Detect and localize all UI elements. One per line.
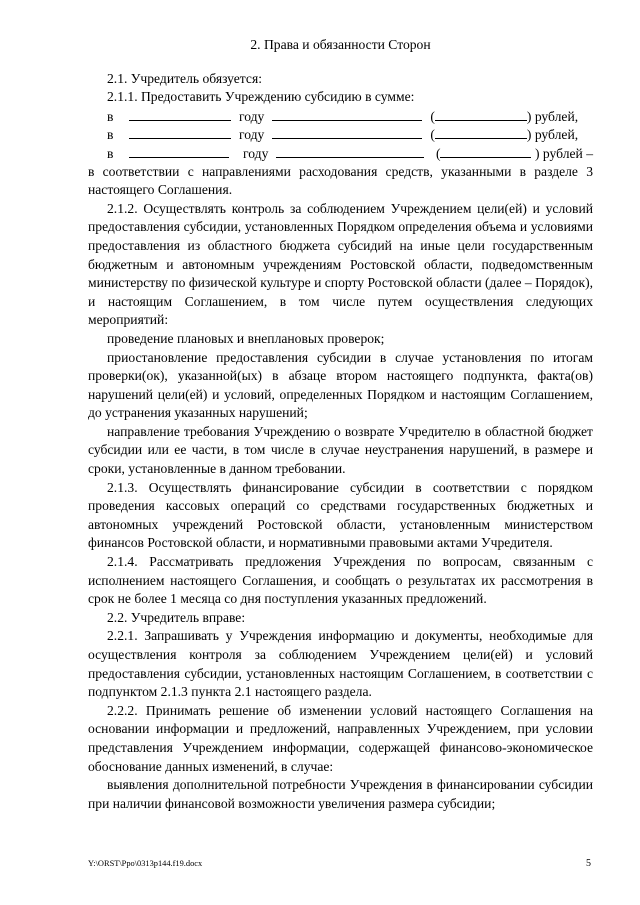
clause-2-1: 2.1. Учредитель обязуется: [107,70,262,86]
clause-2-1-3: 2.1.3. Осуществлять финансирование субсидии в соответствии с порядком проведения кассовых операций со средствами государственных бюджетных и автономных учреждений Ростовской области, установленным министерством финансов Ростовской области, и нормативными правовыми актами Учредителя. [88,479,593,551]
amount-words-blank [435,107,527,121]
prep-v: в [107,145,114,161]
clause-2-1-1: 2.1.1. Предоставить Учреждению субсидию в сумме: [107,89,415,105]
clause-2-1-4: 2.1.4. Рассматривать предложения Учреждения по вопросам, связанным с исполнением настоящего Соглашения, и сообщать о результатах их рассмотрения в срок не более 1 месяца со дня поступления указанных предложений. [88,554,593,607]
clause-2-2: 2.2. Учредитель вправе: [107,609,246,625]
amount-blank [276,144,424,158]
prep-v: в [107,127,114,143]
subsidy-row-3 [88,144,593,163]
page-number: 5 [586,858,591,869]
clause-2-1-1-tail: в соответствии с направлениями расходования средств, указанными в разделе 3 настоящего Соглашения. [88,163,593,198]
open-paren: ( [430,108,435,124]
amount-words-blank [435,125,527,139]
clause-2-2-2: 2.2.2. Принимать решение об изменении условий настоящего Соглашения на основании информации и предложений, направленных Учреждением, при условии представления Учреждением информации, содержащей финансово-экономическое обоснование данных изменений, в случае: [88,702,593,774]
year-blank [129,107,231,121]
year-blank [129,125,231,139]
subsidy-row-1 [88,107,593,126]
year-word: году [239,108,265,124]
item-demand: направление требования Учреждению о возврате Учредителю в областной бюджет субсидии или ее части, в том числе в случае неустранения нарушений, в размере и сроки, установленные в данном требовании. [88,423,593,477]
open-paren: ( [435,145,441,161]
year-word: году [243,145,269,161]
item-checks: проведение плановых и внеплановых проверок; [107,330,385,346]
year-blank [129,144,229,158]
rub-close: ) рублей, [526,108,579,124]
prep-v: в [107,108,114,124]
item-need: выявления дополнительной потребности Учреждения в финансировании субсидии при наличии финансовой возможности увеличения размера субсидии; [88,777,593,811]
year-word: году [239,127,265,143]
amount-words-blank [440,144,531,158]
subsidy-row-2 [88,125,593,144]
item-suspend: приостановление предоставления субсидии в случае установления по итогам проверки(ок), указанной(ых) в абзаце втором настоящего подпункта, факта(ов) нарушений цели(ей) и условий, определенных Порядком и настоящим Соглашением, до устранения указанных нарушений; [88,349,593,421]
rub-close: ) рублей – [534,145,593,161]
document-body [88,36,593,813]
amount-blank [272,107,422,121]
section-heading: 2. Права и обязанности Сторон [250,37,431,52]
file-path: Y:\ORST\Ppo\0313p144.f19.docx [88,859,203,868]
clause-2-1-2: 2.1.2. Осуществлять контроль за соблюдением Учреждением цели(ей) и условий предоставления субсидии, установленных Порядком определения объема и условиями предоставления из областного бюджета субсидий на иные цели государственным бюджетным и автономным учреждениям Ростовской области, подведомственным министерству по физической культуре и спорту Ростовской области (далее – Порядок), и настоящим Соглашением, в том числе путем осуществления следующих мероприятий: [88,200,593,328]
amount-blank [272,125,422,139]
clause-2-2-1: 2.2.1. Запрашивать у Учреждения информацию и документы, необходимые для осуществления контроля за соблюдением Учреждением цели(ей) и условий предоставления субсидии, установленных настоящим Соглашением, в соответствии с подпунктом 2.1.3 пункта 2.1 настоящего раздела. [88,628,593,700]
rub-close: ) рублей, [526,127,579,143]
open-paren: ( [430,127,435,143]
